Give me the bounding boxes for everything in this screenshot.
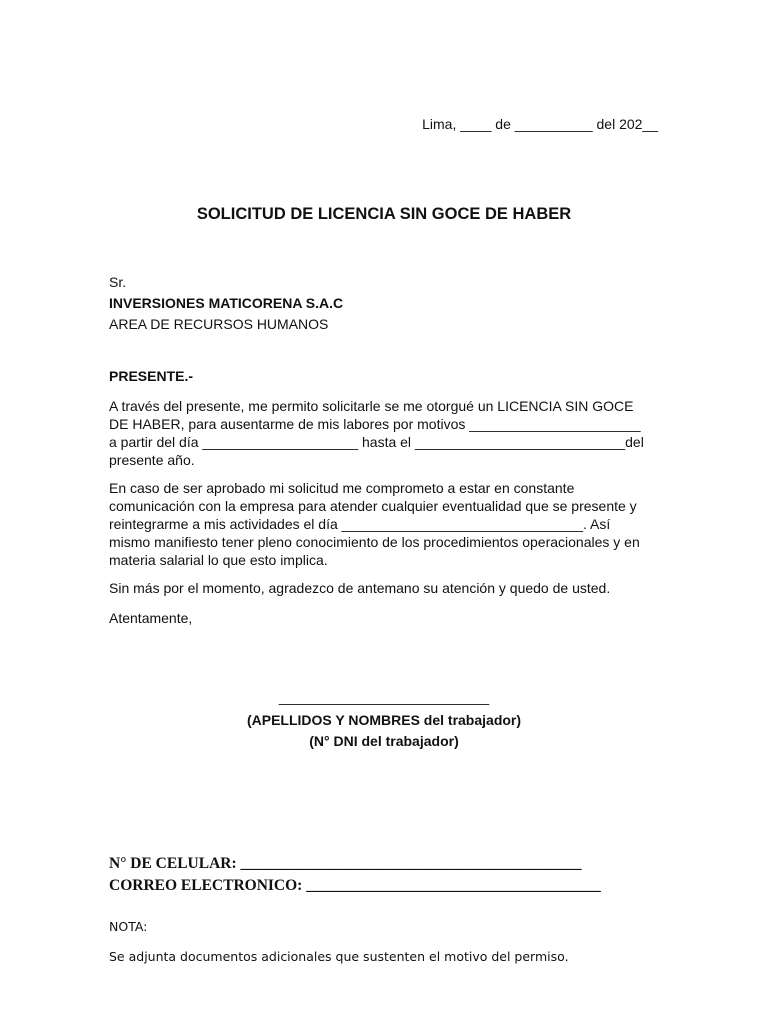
salutation: Sr. bbox=[109, 274, 127, 290]
presente-heading: PRESENTE.- bbox=[109, 368, 194, 384]
signature-line: ___________________________ bbox=[278, 689, 490, 705]
department-name: AREA DE RECURSOS HUMANOS bbox=[109, 316, 329, 332]
paragraph-line: a partir del día ____________________ hasta el ___________________________del bbox=[109, 434, 644, 450]
company-name: INVERSIONES MATICORENA S.A.C bbox=[109, 295, 344, 311]
paragraph-line: A través del presente, me permito solicitarle se me otorgué un LICENCIA SIN GOCE bbox=[109, 398, 634, 414]
signature-dni-label: (N° DNI del trabajador) bbox=[309, 733, 459, 749]
closing-text: Atentamente, bbox=[109, 610, 193, 626]
date-line: Lima, ____ de __________ del 202__ bbox=[422, 116, 658, 132]
phone-field: N° DE CELULAR: ____________________________________________ bbox=[109, 855, 582, 872]
paragraph-line: reintegrarme a mis actividades el día _______________________________. Así bbox=[109, 516, 611, 532]
paragraph-line: En caso de ser aprobado mi solicitud me comprometo a estar en constante bbox=[109, 480, 575, 496]
paragraph-line: DE HABER, para ausentarme de mis labores por motivos ______________________ bbox=[109, 416, 641, 432]
note-label: NOTA: bbox=[109, 919, 148, 934]
paragraph-line: mismo manifiesto tener pleno conocimiento de los procedimientos operacionales y en bbox=[109, 534, 640, 550]
paragraph-line: materia salarial lo que esto implica. bbox=[109, 552, 328, 568]
paragraph-thanks: Sin más por el momento, agradezco de antemano su atención y quedo de usted. bbox=[109, 580, 611, 596]
signature-name-label: (APELLIDOS Y NOMBRES del trabajador) bbox=[246, 712, 522, 728]
paragraph-line: comunicación con la empresa para atender cualquier eventualidad que se presente y bbox=[109, 498, 637, 514]
note-text: Se adjunta documentos adicionales que sustenten el motivo del permiso. bbox=[109, 949, 569, 964]
paragraph-commitment bbox=[109, 479, 657, 569]
paragraph-line: presente año. bbox=[109, 452, 195, 468]
email-field: CORREO ELECTRONICO: ______________________________________ bbox=[109, 877, 601, 894]
paragraph-request bbox=[109, 397, 657, 469]
document-title: SOLICITUD DE LICENCIA SIN GOCE DE HABER bbox=[196, 205, 572, 223]
